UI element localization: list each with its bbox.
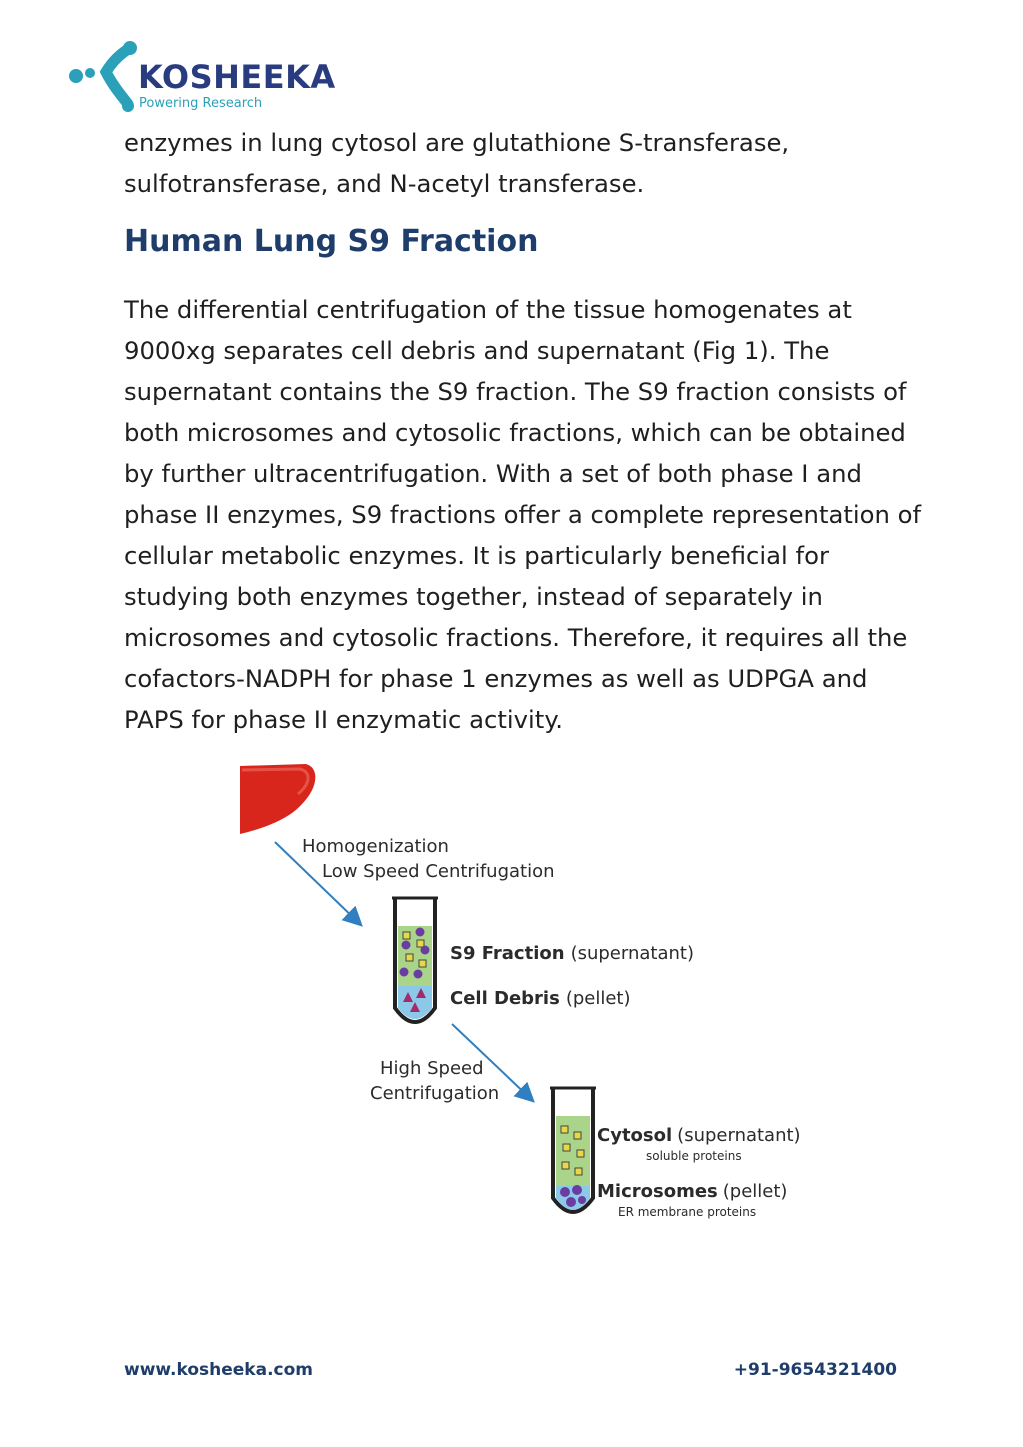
text-line: sulfotransferase, and N-acetyl transferase. bbox=[124, 169, 645, 198]
s9-fraction-label bbox=[450, 943, 694, 964]
section-heading: Human Lung S9 Fraction bbox=[124, 224, 539, 259]
text-line: cofactors-NADPH for phase 1 enzymes as well as UDPGA and bbox=[124, 664, 868, 693]
tissue-sample bbox=[240, 764, 315, 834]
text-line: microsomes and cytosolic fractions. Therefore, it requires all the bbox=[124, 623, 908, 652]
text-line: by further ultracentrifugation. With a set of both phase I and bbox=[124, 459, 862, 488]
microsomes-title: Microsomes bbox=[597, 1181, 718, 1202]
text-line: studying both enzymes together, instead of separately in bbox=[124, 582, 823, 611]
cytosol-title: Cytosol bbox=[597, 1125, 673, 1146]
cytosol-label bbox=[597, 1125, 801, 1146]
brand-name: KOSHEEKA bbox=[138, 58, 336, 96]
microsomes-label bbox=[597, 1181, 787, 1202]
centrifugation-diagram bbox=[220, 760, 820, 1230]
s9-fraction-title: S9 Fraction bbox=[450, 943, 565, 964]
microsomes-sub: ER membrane proteins bbox=[618, 1205, 757, 1219]
test-tube-2 bbox=[550, 1088, 596, 1212]
step1-label-line2: Low Speed Centrifugation bbox=[322, 861, 555, 882]
text-line: both microsomes and cytosolic fractions, which can be obtained bbox=[124, 418, 906, 447]
intro-text bbox=[124, 122, 914, 204]
footer-website[interactable]: www.kosheeka.com bbox=[124, 1360, 314, 1380]
cell-debris-label bbox=[450, 988, 631, 1009]
s9-fraction-note: (supernatant) bbox=[570, 943, 694, 964]
footer-phone[interactable]: +91-9654321400 bbox=[733, 1360, 897, 1380]
cytosol-note: (supernatant) bbox=[677, 1125, 801, 1146]
test-tube-1 bbox=[392, 898, 438, 1022]
text-line: phase II enzymes, S9 fractions offer a complete representation of bbox=[124, 500, 922, 529]
text-line: enzymes in lung cytosol are glutathione S-transferase, bbox=[124, 128, 790, 157]
body-paragraph bbox=[124, 289, 922, 740]
microsomes-note: (pellet) bbox=[722, 1181, 788, 1202]
step2-label-line2: Centrifugation bbox=[370, 1083, 500, 1104]
text-line: PAPS for phase II enzymatic activity. bbox=[124, 705, 563, 734]
cell-debris-title: Cell Debris bbox=[450, 988, 560, 1009]
text-line: cellular metabolic enzymes. It is particularly beneficial for bbox=[124, 541, 829, 570]
step1-label-line1: Homogenization bbox=[302, 836, 449, 857]
step2-label-line1: High Speed bbox=[380, 1058, 484, 1079]
text-line: supernatant contains the S9 fraction. The S9 fraction consists of bbox=[124, 377, 907, 406]
cell-debris-note: (pellet) bbox=[565, 988, 631, 1009]
cytosol-sub: soluble proteins bbox=[646, 1149, 742, 1163]
brand-tagline: Powering Research bbox=[139, 96, 263, 111]
text-line: The differential centrifugation of the tissue homogenates at bbox=[124, 295, 852, 324]
text-line: 9000xg separates cell debris and supernatant (Fig 1). The bbox=[124, 336, 830, 365]
